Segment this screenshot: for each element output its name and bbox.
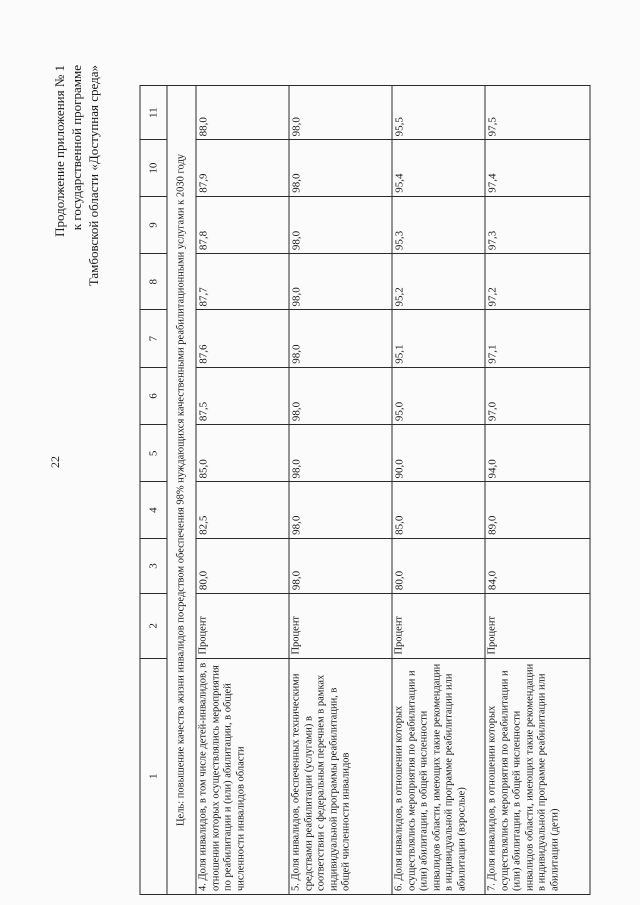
value-cell: 95,4 <box>392 140 485 196</box>
table-row <box>392 86 485 895</box>
goal-row <box>167 86 196 895</box>
table-row <box>485 86 590 895</box>
value-cell: 84,0 <box>485 538 590 593</box>
value-cell: 94,0 <box>485 425 590 482</box>
value-cell: 95,5 <box>392 86 485 140</box>
indicator-name: 5. Доля инвалидов, обеспеченных техническими средствами реабилитации (услугами) в соответствии с федеральным перечнем в рамках индивидуальной программы реабилитации, в общей численности инвалидов <box>289 658 392 894</box>
column-number: 7 <box>140 310 167 367</box>
value-cell: 98,0 <box>289 310 392 367</box>
column-number: 1 <box>140 658 167 894</box>
value-cell: 97,3 <box>485 196 590 253</box>
table-row <box>289 86 392 895</box>
value-cell: 87,9 <box>196 140 289 196</box>
column-number: 4 <box>140 482 167 538</box>
value-cell: 98,0 <box>289 196 392 253</box>
value-cell: 87,8 <box>196 196 289 253</box>
value-cell: 95,0 <box>392 367 485 424</box>
column-number: 5 <box>140 425 167 482</box>
value-cell: 98,0 <box>289 367 392 424</box>
heading-line-3: Тамбовской области «Доступная среда» <box>86 65 101 287</box>
value-cell: 97,4 <box>485 140 590 196</box>
unit-cell: Процент <box>392 594 485 658</box>
column-number: 6 <box>140 367 167 424</box>
value-cell: 97,0 <box>485 367 590 424</box>
value-cell: 87,6 <box>196 310 289 367</box>
column-number: 8 <box>140 254 167 310</box>
column-number: 3 <box>140 538 167 593</box>
column-number: 9 <box>140 196 167 253</box>
column-number: 2 <box>140 594 167 658</box>
value-cell: 98,0 <box>289 482 392 538</box>
page-number: 22 <box>48 456 62 468</box>
value-cell: 90,0 <box>392 425 485 482</box>
rotated-table-container <box>140 85 575 895</box>
goal-text: Цель: повышение качества жизни инвалидов посредством обеспечения 98% нуждающихся качественными реабилитационными услугами к 2030 году <box>167 86 196 895</box>
table-row <box>196 86 289 895</box>
unit-cell: Процент <box>289 594 392 658</box>
value-cell: 95,3 <box>392 196 485 253</box>
value-cell: 98,0 <box>289 425 392 482</box>
value-cell: 85,0 <box>392 482 485 538</box>
value-cell: 80,0 <box>196 538 289 593</box>
indicator-name: 7. Доля инвалидов, в отношении которых осуществлялись мероприятия по реабилитации и (или) абилитации, в общей численности инвалидов области, имеющих такие рекомендации в индивидуальной программе реабилитации или абилитации (дети) <box>485 658 590 894</box>
value-cell: 97,5 <box>485 86 590 140</box>
heading-line-1: Продолжение приложения № 1 <box>52 65 67 237</box>
value-cell: 89,0 <box>485 482 590 538</box>
value-cell: 82,5 <box>196 482 289 538</box>
column-number-row <box>140 86 167 895</box>
value-cell: 97,1 <box>485 310 590 367</box>
value-cell: 85,0 <box>196 425 289 482</box>
value-cell: 97,2 <box>485 254 590 310</box>
column-number: 11 <box>140 86 167 140</box>
appendix-heading <box>51 65 121 295</box>
indicators-table <box>140 85 591 895</box>
value-cell: 87,5 <box>196 367 289 424</box>
value-cell: 95,2 <box>392 254 485 310</box>
column-number: 10 <box>140 140 167 196</box>
value-cell: 98,0 <box>289 140 392 196</box>
indicator-name: 6. Доля инвалидов, в отношении которых осуществлялись мероприятия по реабилитации и (или) абилитации, в общей численности инвалидов области, имеющих такие рекомендации в индивидуальной программе реабилитации или абилитации (взрослые) <box>392 658 485 894</box>
value-cell: 98,0 <box>289 86 392 140</box>
value-cell: 88,0 <box>196 86 289 140</box>
value-cell: 87,7 <box>196 254 289 310</box>
unit-cell: Процент <box>485 594 590 658</box>
indicator-name: 4. Доля инвалидов, в том числе детей-инвалидов, в отношении которых осуществлялись мероприятия по реабилитации и (или) абилитации, в общей численности инвалидов области <box>196 658 289 894</box>
value-cell: 98,0 <box>289 538 392 593</box>
value-cell: 80,0 <box>392 538 485 593</box>
value-cell: 98,0 <box>289 254 392 310</box>
heading-line-2: к государственной программе <box>69 65 84 231</box>
unit-cell: Процент <box>196 594 289 658</box>
value-cell: 95,1 <box>392 310 485 367</box>
